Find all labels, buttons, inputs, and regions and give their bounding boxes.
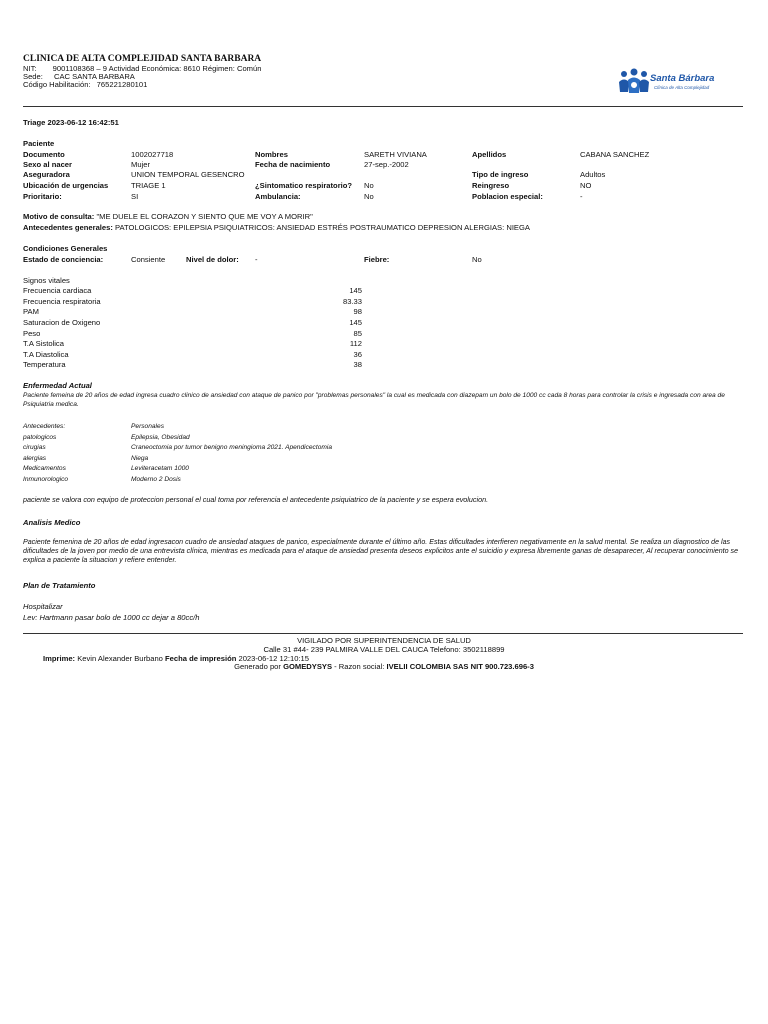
antecedente-value: Niega — [131, 455, 149, 462]
signos-title: Signos vitales — [23, 276, 70, 285]
plan-line-2: Lev: Hartmann pasar bolo de 1000 cc dejar a 80cc/h — [23, 613, 200, 622]
antecedente-label: patologicos — [23, 434, 57, 441]
nombres-label: Nombres — [255, 150, 288, 159]
antecedente-label: Medicamentos — [23, 465, 66, 472]
condiciones-title: Condiciones Generales — [23, 244, 108, 253]
plan-title: Plan de Tratamiento — [23, 581, 96, 590]
signo-label: Frecuencia cardiaca — [23, 286, 92, 295]
signo-label: Temperatura — [23, 360, 66, 369]
signo-row — [23, 350, 368, 360]
antecedente-value: Leviteracetam 1000 — [131, 465, 189, 472]
codigo-label: Código Habilitación: — [23, 80, 91, 89]
documento-label: Documento — [23, 150, 65, 159]
clinic-name: CLINICA DE ALTA COMPLEJIDAD SANTA BARBARA — [23, 54, 262, 64]
motivo-value: "ME DUELE EL CORAZON Y SIENTO QUE ME VOY A MORIR" — [96, 212, 313, 221]
enfermedad-text: Paciente femeina de 20 años de edad ingresa cuadro clinico de ansiedad con ataque de panico por "problemas personales" la cual es medicada con diazepam un bolo de 1000 cc cada 8 horas para controlar la crisis e ingresada con area de Psiquiatria medica. — [23, 392, 725, 408]
tipo-ingreso-value: Adultos — [580, 170, 606, 179]
imprime-label: Imprime: — [43, 654, 76, 663]
sede-label: Sede: — [23, 72, 43, 81]
codigo-value: 765221280101 — [96, 80, 148, 89]
signo-label: T.A Diastolica — [23, 350, 69, 359]
motivo-line — [23, 212, 313, 221]
ubicacion-value: TRIAGE 1 — [131, 181, 166, 190]
signo-label: Saturacion de Oxigeno — [23, 318, 101, 327]
razon-label: - Razon social: — [334, 662, 385, 671]
clinic-logo — [616, 68, 726, 98]
antecedente-row — [23, 423, 743, 433]
poblacion-value: - — [580, 192, 583, 201]
sintomatico-label: ¿Sintomatico respiratorio? — [255, 181, 353, 190]
signo-row — [23, 286, 368, 296]
aseguradora-value: UNION TEMPORAL GESENCRO — [131, 170, 245, 179]
paciente-row-5 — [23, 192, 743, 202]
estado-label: Estado de conciencia: — [23, 255, 104, 264]
signo-label: T.A Sistolica — [23, 339, 64, 348]
documento-value: 1002027718 — [131, 150, 174, 159]
antecedente-value: Craneoctomia por tumor benigno meningioma 2021. Apendicectomia — [131, 444, 332, 451]
analisis-text: Paciente femenina de 20 años de edad ingresacon cuadro de ansiedad ataques de panico, especialmente durante el último año. Estas dificultades interfieren negativamente en la salud mental. Se realiza un diagnostico de las dificultades de la joven por medio de una entrevista clínica, mientras es medicada para el ataque de ansiedad presenta deseos explicitos ante el suicidio y expresa libremente ganas de desaparecer, Al recuperar conocimiento se explica a paciente la situacion y refiere entender. — [23, 538, 739, 564]
condiciones-row — [23, 255, 743, 265]
reingreso-value: NO — [580, 181, 592, 190]
signo-label: Peso — [23, 329, 41, 338]
signo-value: 83.33 — [342, 297, 362, 306]
motivo-label: Motivo de consulta: — [23, 212, 95, 221]
poblacion-label: Poblacion especial: — [472, 192, 543, 201]
nombres-value: SARETH VIVIANA — [364, 150, 427, 159]
sexo-value: Mujer — [131, 160, 150, 169]
nit-label: NIT: — [23, 64, 37, 73]
dolor-label: Nivel de dolor: — [186, 255, 239, 264]
signo-row — [23, 307, 368, 317]
prioritario-label: Prioritario: — [23, 192, 62, 201]
triage-title: Triage 2023-06-12 16:42:51 — [23, 118, 119, 127]
antecedente-label: Antecedentes: — [23, 423, 66, 430]
apellidos-value: CABANA SANCHEZ — [580, 150, 650, 159]
antecedentes-generales-label: Antecedentes generales: — [23, 223, 113, 232]
signo-value: 36 — [353, 350, 362, 359]
sexo-label: Sexo al nacer — [23, 160, 72, 169]
signo-value: 145 — [349, 286, 362, 295]
fecha-nac-label: Fecha de nacimiento — [255, 160, 331, 169]
logo-text: Santa Bárbara — [650, 73, 715, 84]
footer-divider — [23, 633, 743, 634]
paciente-row-2 — [23, 160, 743, 170]
antecedente-row — [23, 476, 743, 486]
fiebre-label: Fiebre: — [364, 255, 390, 264]
ubicacion-label: Ubicación de urgencias — [23, 181, 109, 190]
generado-label: Generado por — [234, 662, 281, 671]
signo-label: PAM — [23, 307, 39, 316]
paciente-title: Paciente — [23, 139, 55, 148]
antecedente-row — [23, 455, 743, 465]
nit-value: 9001108368 – 9 Actividad Económica: 8610 Régimen: Común — [52, 64, 262, 73]
generado-value: GOMEDYSYS — [283, 662, 333, 671]
dolor-value: - — [255, 255, 258, 264]
antecedentes-generales-value: PATOLOGICOS: EPILEPSIA PSIQUIATRICOS: ANSIEDAD ESTRÉS POSTRAUMATICO DEPRESION ALERGIAS: NIEGA — [115, 223, 530, 232]
antecedente-value: Epilepsia, Obesidad — [131, 434, 190, 441]
antecedente-row — [23, 465, 743, 475]
signo-row — [23, 329, 368, 339]
apellidos-label: Apellidos — [472, 150, 507, 159]
antecedentes-generales-line — [23, 223, 530, 232]
fiebre-value: No — [472, 255, 482, 264]
signo-row — [23, 360, 368, 370]
antecedente-label: cirugias — [23, 444, 46, 451]
tipo-ingreso-label: Tipo de ingreso — [472, 170, 529, 179]
signo-row — [23, 318, 368, 328]
aseguradora-label: Aseguradora — [23, 170, 70, 179]
signo-value: 98 — [353, 307, 362, 316]
codigo-line — [23, 80, 147, 89]
signo-value: 112 — [349, 339, 362, 348]
analisis-title: Analisis Medico — [23, 518, 81, 527]
enfermedad-title: Enfermedad Actual — [23, 381, 92, 390]
paciente-row-3 — [23, 170, 743, 180]
antecedente-value: Personales — [131, 423, 164, 430]
antecedente-row — [23, 444, 743, 454]
imprime-value: Kevin Alexander Burbano — [77, 654, 163, 663]
estado-value: Consiente — [131, 255, 166, 264]
signo-value: 85 — [353, 329, 362, 338]
signo-value: 38 — [353, 360, 362, 369]
sede-value: CAC SANTA BARBARA — [53, 72, 135, 81]
plan-line-1: Hospitalizar — [23, 602, 63, 611]
antecedente-value: Moderno 2 Dosis — [131, 476, 181, 483]
antecedente-label: Inmunorologico — [23, 476, 69, 483]
footer-generado-line — [0, 662, 768, 671]
prioritario-value: SI — [131, 192, 139, 201]
valoracion-text: paciente se valora con equipo de proteccion personal el cual toma por referencia el antecedente psiquiatrico de la paciente y se espera evolucion. — [23, 495, 489, 504]
header-divider — [23, 106, 743, 107]
paciente-row-4 — [23, 181, 743, 191]
signo-label: Frecuencia respiratoria — [23, 297, 101, 306]
reingreso-label: Reingreso — [472, 181, 510, 190]
fecha-impresion-label: Fecha de impresión — [165, 654, 237, 663]
signo-row — [23, 297, 368, 307]
antecedente-label: alergias — [23, 455, 47, 462]
signo-row — [23, 339, 368, 349]
fecha-nac-value: 27-sep.-2002 — [364, 160, 409, 169]
logo-subtext: Clínica de Alta Complejidad — [654, 85, 710, 90]
footer-vigilado: VIGILADO POR SUPERINTENDENCIA DE SALUD — [297, 636, 471, 645]
logo-people-icon — [616, 68, 652, 96]
footer-address: Calle 31 #44- 239 PALMIRA VALLE DEL CAUCA Telefono: 3502118899 — [263, 645, 505, 654]
signo-value: 145 — [349, 318, 362, 327]
paciente-row-1 — [23, 150, 743, 160]
sintomatico-value: No — [364, 181, 374, 190]
antecedente-row — [23, 434, 743, 444]
razon-value: IVELII COLOMBIA SAS NIT 900.723.696-3 — [386, 662, 534, 671]
fecha-impresion-value: 2023-06-12 12:10:15 — [238, 654, 309, 663]
ambulancia-value: No — [364, 192, 374, 201]
ambulancia-label: Ambulancia: — [255, 192, 301, 201]
